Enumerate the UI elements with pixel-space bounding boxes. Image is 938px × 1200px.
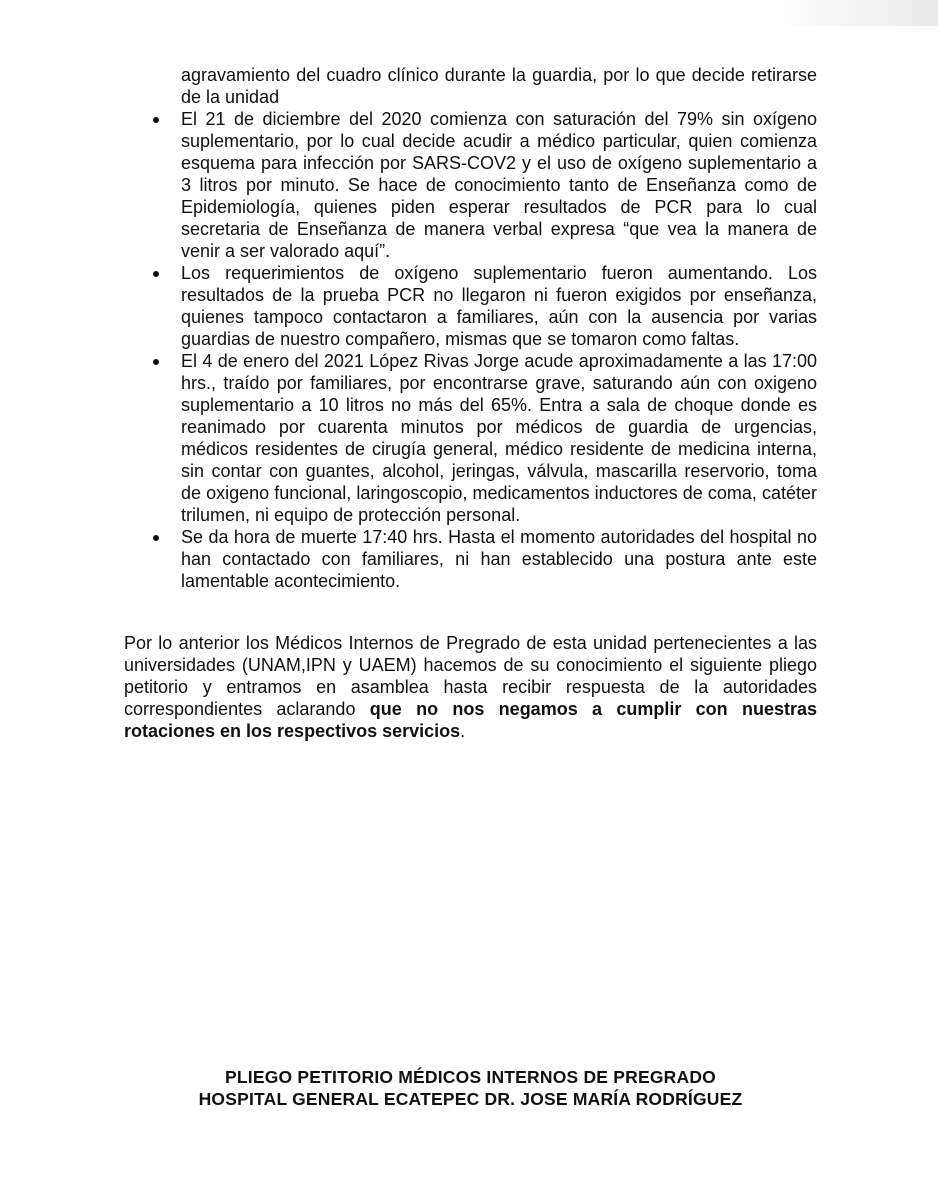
paragraph-bold-text: que no nos negamos a cumplir con nuestras rotaciones en los respectivos servicios [124,699,817,741]
petition-title [124,1066,817,1110]
closing-paragraph [124,632,817,742]
bullet-item [145,262,817,350]
bullet-text: Se da hora de muerte 17:40 hrs. Hasta el momento autoridades del hospital no han contactado con familiares, ni han establecido una postura ante este lamentable acontecimiento. [181,527,817,591]
bullet-text: El 4 de enero del 2021 López Rivas Jorge acude aproximadamente a las 17:00 hrs., traído por familiares, por encontrarse grave, saturando aún con oxigeno suplementario a 10 litros no más del 65%. Entra a sala de choque donde es reanimado por cuarenta minutos por médicos de guardia de urgencias, médicos residentes de cirugía general, médico residente de medicina interna, sin contar con guantes, alcohol, jeringas, válvula, mascarilla reservorio, toma de oxigeno funcional, laringoscopio, medicamentos inductores de coma, catéter trilumen, ni equipo de protección personal. [181,351,817,525]
bullet-dot-icon [153,359,159,365]
bullet-item [145,108,817,262]
bullet-dot-icon [153,117,159,123]
paragraph-text: Por lo anterior los Médicos Internos de Pregrado de esta unidad pertenecientes a las universidades (UNAM,IPN y UAEM) hacemos de su conocimiento el siguiente pliego petitorio y entramos en asamblea hasta recibir respuesta de la autoridades correspondientes aclarando [124,633,817,719]
bullet-dot-icon [153,271,159,277]
title-line-1: PLIEGO PETITORIO MÉDICOS INTERNOS DE PREGRADO [225,1067,716,1087]
bullet-dot-icon [153,535,159,541]
paragraph-end: . [460,721,466,741]
continuation-text: agravamiento del cuadro clínico durante la guardia, por lo que decide retirarse de la unidad [181,65,817,107]
title-line-2: HOSPITAL GENERAL ECATEPEC DR. JOSE MARÍA RODRÍGUEZ [198,1089,743,1109]
bullet-item [145,350,817,526]
bullet-list [145,108,817,592]
bullet-item [145,526,817,592]
bullet-text: Los requerimientos de oxígeno suplementario fueron aumentando. Los resultados de la prueba PCR no llegaron ni fueron exigidos por enseñanza, quienes tampoco contactaron a familiares, aún con la ausencia por varias guardias de nuestro compañero, mismas que se tomaron como faltas. [181,263,817,349]
bullet-text: El 21 de diciembre del 2020 comienza con saturación del 79% sin oxígeno suplementario, por lo cual decide acudir a médico particular, quien comienza esquema para infección por SARS-COV2 y el uso de oxígeno suplementario a 3 litros por minuto. Se hace de conocimiento tanto de Enseñanza como de Epidemiología, quienes piden esperar resultados de PCR para lo cual secretaria de Enseñanza de manera verbal expresa “que vea la manera de venir a ser valorado aquí”. [181,109,817,261]
